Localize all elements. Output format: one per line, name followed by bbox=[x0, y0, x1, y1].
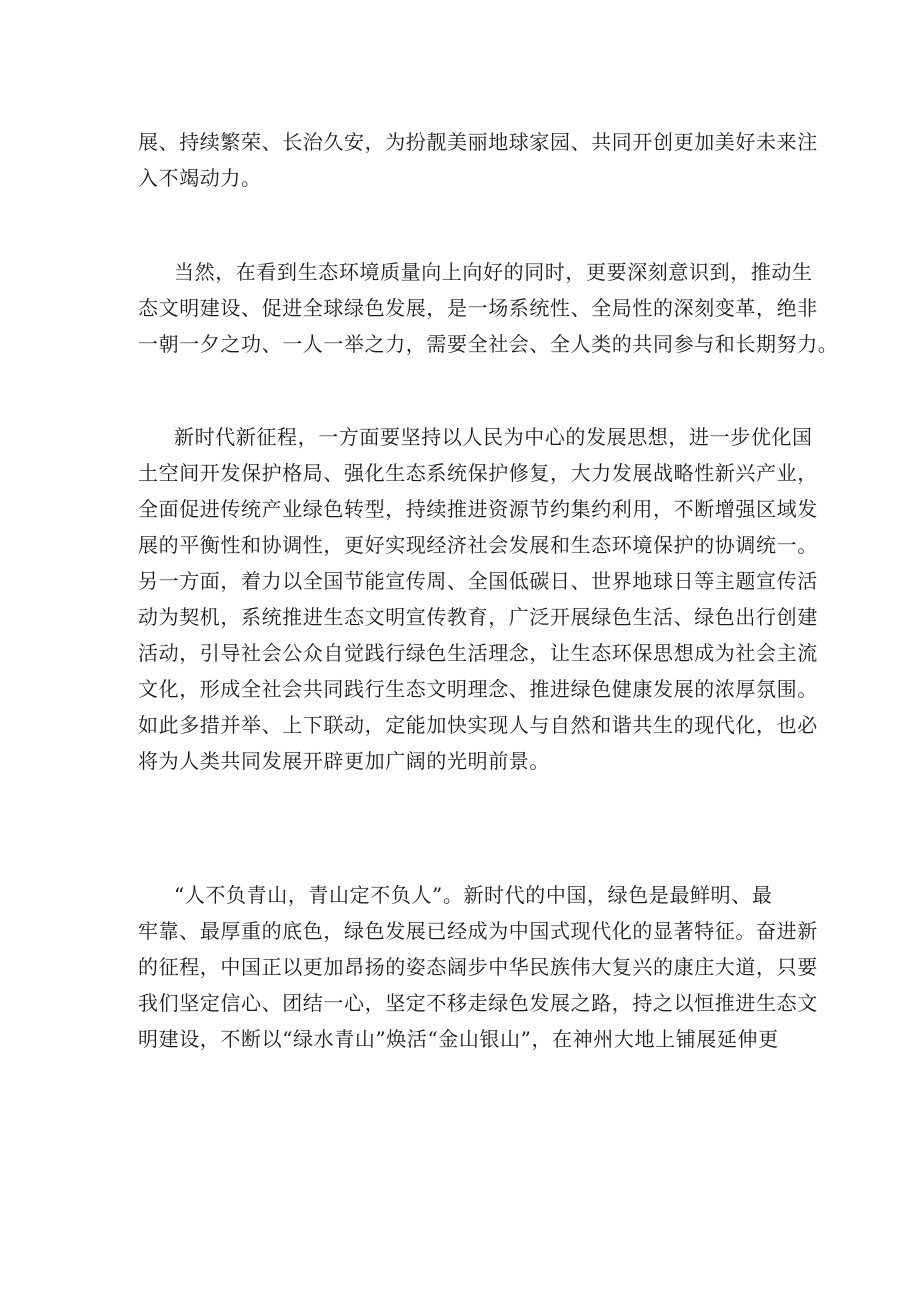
paragraph-1 bbox=[138, 124, 818, 196]
paragraph-line: 文化，形成全社会共同践行生态文明理念、推进绿色健康发展的浓厚氛围。 bbox=[138, 677, 818, 701]
paragraph-line: 当然，在看到生态环境质量向上向好的同时，更要深刻意识到，推动生 bbox=[174, 260, 813, 284]
paragraph-line: 一朝一夕之功、一人一举之力，需要全社会、全人类的共同参与和长期努力。 bbox=[138, 332, 839, 356]
paragraph-line: 如此多措并举、上下联动，定能加快实现人与自然和谐共生的现代化，也必 bbox=[138, 713, 818, 737]
paragraph-line: 展、持续繁荣、长治久安，为扮靓美丽地球家园、共同开创更加美好未来注 bbox=[138, 130, 818, 154]
paragraph-line: 动为契机，系统推进生态文明宣传教育，广泛开展绿色生活、绿色出行创建 bbox=[138, 605, 818, 629]
paragraph-line: 土空间开发保护格局、强化生态系统保护修复，大力发展战略性新兴产业， bbox=[138, 461, 818, 485]
paragraph-line: 新时代新征程，一方面要坚持以人民为中心的发展思想，进一步优化国 bbox=[174, 425, 813, 449]
paragraph-line: 明建设，不断以“绿水青山”焕活“金山银山”，在神州大地上铺展延伸更 bbox=[138, 1027, 779, 1051]
paragraph-3 bbox=[138, 419, 818, 779]
paragraph-4 bbox=[138, 877, 818, 1057]
paragraph-line: 将为人类共同发展开辟更加广阔的光明前景。 bbox=[138, 749, 550, 773]
paragraph-line: 牢靠、最厚重的底色，绿色发展已经成为中国式现代化的显著特征。奋进新 bbox=[138, 919, 818, 943]
paragraph-line: 另一方面，着力以全国节能宣传周、全国低碳日、世界地球日等主题宣传活 bbox=[138, 569, 818, 593]
paragraph-line: “人不负青山，青山定不负人”。新时代的中国，绿色是最鲜明、最 bbox=[174, 883, 773, 907]
paragraph-line: 态文明建设、促进全球绿色发展，是一场系统性、全局性的深刻变革，绝非 bbox=[138, 296, 818, 320]
paragraph-line: 活动，引导社会公众自觉践行绿色生活理念，让生态环保思想成为社会主流 bbox=[138, 641, 818, 665]
paragraph-line: 我们坚定信心、团结一心，坚定不移走绿色发展之路，持之以恒推进生态文 bbox=[138, 991, 818, 1015]
paragraph-line: 入不竭动力。 bbox=[138, 166, 262, 190]
paragraph-line: 展的平衡性和协调性，更好实现经济社会发展和生态环境保护的协调统一。 bbox=[138, 533, 818, 557]
paragraph-line: 的征程，中国正以更加昂扬的姿态阔步中华民族伟大复兴的康庄大道，只要 bbox=[138, 955, 818, 979]
paragraph-line: 全面促进传统产业绿色转型，持续推进资源节约集约利用，不断增强区域发 bbox=[138, 497, 818, 521]
paragraph-2 bbox=[138, 254, 839, 362]
